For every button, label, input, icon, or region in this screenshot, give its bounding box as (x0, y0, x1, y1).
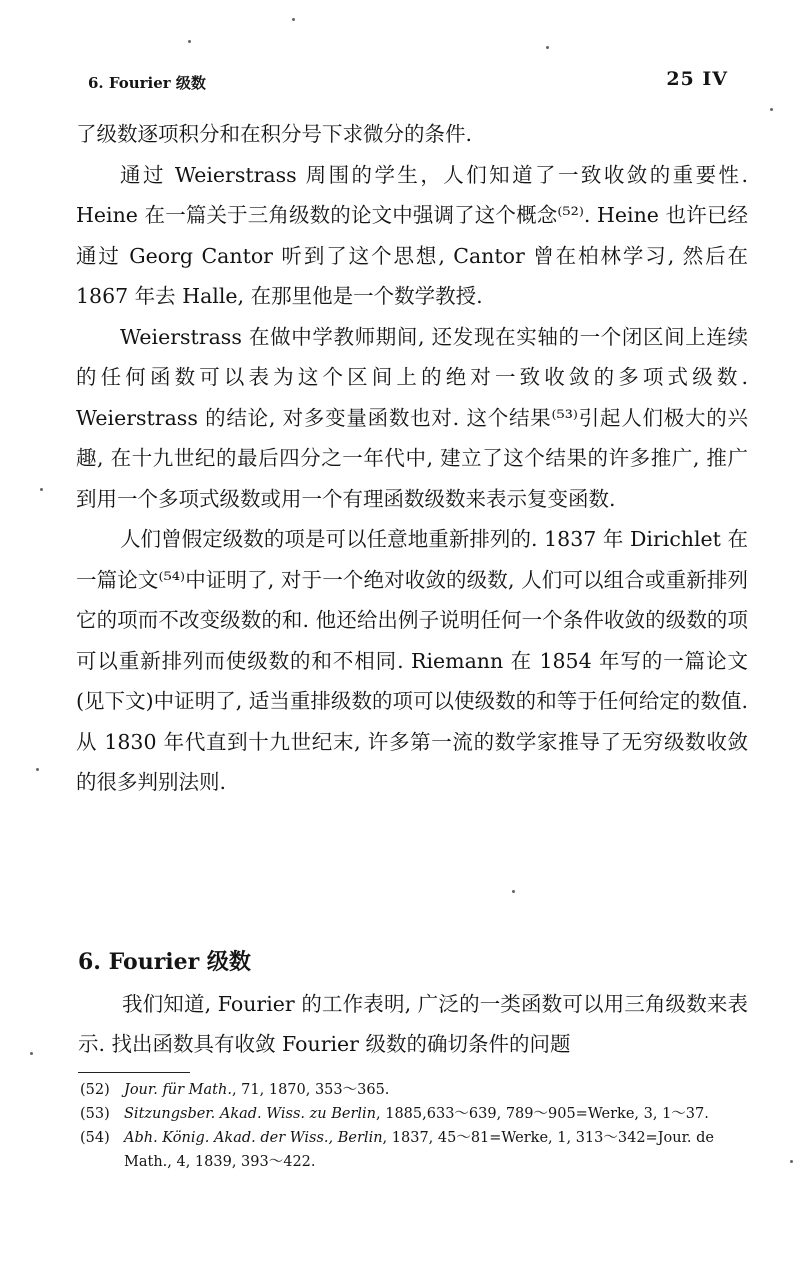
footnote-journal: Abh. König. Akad. der Wiss., Berlin (124, 1130, 383, 1146)
footnote-citation: , 1837, 45～81=Werke, 1, 313～342=Jour. de Math., 4, 1839, 393～422. (124, 1130, 715, 1170)
scan-speck (188, 40, 191, 43)
page-number: 25 IV (666, 68, 728, 90)
paragraph-rearrangement: 人们曾假定级数的项是可以任意地重新排列的. 1837 年 Dirichlet 在一篇论文⁽⁵⁴⁾中证明了, 对于一个绝对收敛的级数, 人们可以组合或重新排列它的项而不改变级数的和. 他还给出例子说明任何一个条件收敛的级数的项可以重新排列而使级数的和不相同. Riemann 在 1854 年写的一篇论文(见下文)中证明了, 适当重排级数的项可以使级数的和等于任何给定的数值. 从 1830 年代直到十九世纪末, 许多第一流的数学家推导了无穷级数收敛的很多判别法则. (76, 527, 748, 794)
scan-speck (30, 1052, 33, 1055)
footnote-divider (78, 1072, 190, 1073)
footnote-text (124, 1078, 752, 1102)
main-text (76, 114, 748, 803)
scan-speck (546, 46, 549, 49)
footnote-52 (80, 1078, 752, 1102)
footnote-number: (53) (80, 1106, 110, 1122)
paragraph-continuation: 了级数逐项积分和在积分号下求微分的条件. (76, 122, 473, 146)
footnote-54 (80, 1126, 752, 1174)
scan-speck (36, 768, 39, 771)
section-heading: 6. Fourier 级数 (78, 949, 251, 975)
footnote-journal: Sitzungsber. Akad. Wiss. zu Berlin (124, 1106, 377, 1122)
footnote-text (124, 1102, 752, 1126)
footnotes (80, 1078, 752, 1174)
footnote-citation: , 1885,633～639, 789～905=Werke, 3, 1～37. (376, 1106, 709, 1122)
scan-speck (40, 488, 43, 491)
section-paragraph: 我们知道, Fourier 的工作表明, 广泛的一类函数可以用三角级数来表示. 找出函数具有收敛 Fourier 级数的确切条件的问题 (78, 992, 748, 1056)
scan-speck (790, 1160, 793, 1163)
paragraph-weierstrass-approximation: Weierstrass 在做中学教师期间, 还发现在实轴的一个闭区间上连续的任何函数可以表为这个区间上的绝对一致收敛的多项式级数. Weierstrass 的结论, 对多变量函数也对. 这个结果⁽⁵³⁾引起人们极大的兴趣, 在十九世纪的最后四分之一年代中, 建立了这个结果的许多推广, 推广到用一个多项式级数或用一个有理函数级数来表示复变函数. (76, 324, 748, 511)
scan-speck (770, 108, 773, 111)
running-header (88, 68, 728, 102)
footnote-number: (52) (80, 1082, 110, 1098)
footnote-number: (54) (80, 1130, 110, 1146)
scan-speck (512, 890, 515, 893)
footnote-text (124, 1126, 752, 1174)
scan-speck (292, 18, 295, 21)
running-header-title: 6. Fourier 级数 (88, 74, 206, 92)
footnote-53 (80, 1102, 752, 1126)
paragraph-uniform-convergence: 通过 Weierstrass 周围的学生，人们知道了一致收敛的重要性. Heine 在一篇关于三角级数的论文中强调了这个概念⁽⁵²⁾. Heine 也许已经通过 Georg Cantor 听到了这个思想, Cantor 曾在柏林学习, 然后在 1867 年去 Halle, 在那里他是一个数学教授. (76, 162, 748, 308)
footnote-journal: Jour. für Math. (124, 1082, 232, 1098)
footnote-citation: , 71, 1870, 353～365. (231, 1082, 390, 1098)
